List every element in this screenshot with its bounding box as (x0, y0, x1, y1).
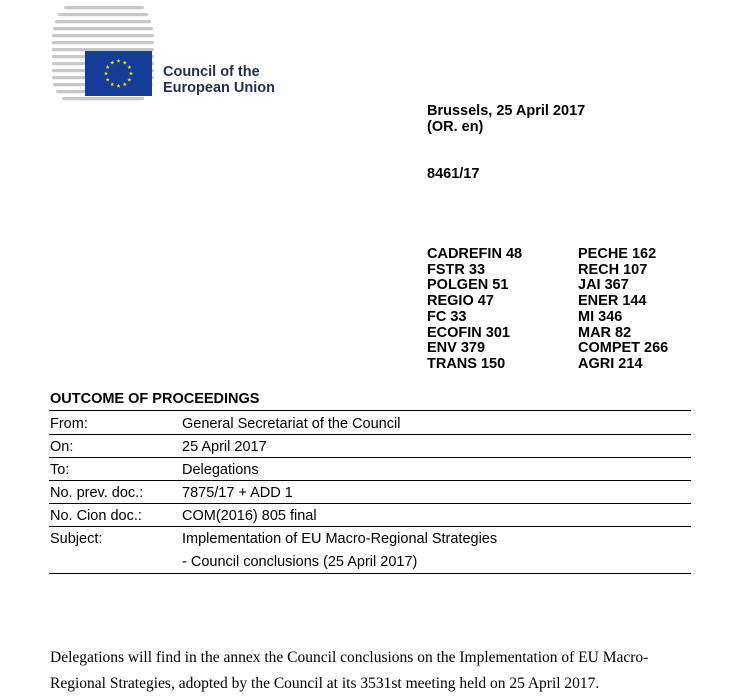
eu-flag (85, 51, 152, 96)
document-code: CADREFIN 48 (427, 246, 523, 262)
row-label: From: (50, 416, 88, 432)
place-date: Brussels, 25 April 2017 (427, 103, 586, 119)
document-code: REGIO 47 (427, 293, 494, 310)
table-row-divider (49, 480, 691, 481)
document-codes-right (578, 247, 668, 373)
table-row-divider (49, 503, 691, 504)
table-row-divider (49, 434, 691, 435)
row-label: To: (50, 462, 70, 478)
document-code: ENV 379 (427, 340, 486, 357)
table-row-divider (49, 526, 691, 527)
document-number: 8461/17 (427, 166, 480, 182)
document-code: POLGEN 51 (427, 277, 509, 294)
document-code: FC 33 (427, 308, 467, 325)
council-logo (52, 6, 156, 102)
council-name-line1: Council of the (163, 64, 260, 80)
document-code: FSTR 33 (427, 261, 486, 278)
document-code: JAI 367 (578, 277, 629, 294)
document-code: MAR 82 (578, 324, 632, 341)
table-top-rule (49, 410, 691, 411)
row-value: General Secretariat of the Council (182, 416, 401, 432)
document-codes-left (427, 247, 522, 373)
row-label: On: (50, 439, 74, 455)
row-label: No. prev. doc.: (50, 485, 144, 501)
document-code: MI 346 (578, 308, 623, 325)
row-value: Implementation of EU Macro-Regional Strategies (182, 531, 498, 547)
document-code: TRANS 150 (427, 355, 506, 372)
document-code: AGRI 214 (578, 355, 643, 372)
council-name (163, 64, 275, 96)
row-label: Subject: (50, 531, 103, 547)
row-value-continued: - Council conclusions (25 April 2017) (182, 554, 418, 570)
row-label: No. Cion doc.: (50, 508, 142, 524)
council-name-line2: European Union (163, 80, 275, 96)
row-value: COM(2016) 805 final (182, 508, 317, 524)
table-row-divider (49, 457, 691, 458)
place-date-block (427, 103, 585, 135)
row-value: 25 April 2017 (182, 439, 267, 455)
document-code: ENER 144 (578, 293, 647, 310)
document-code: COMPET 266 (578, 340, 669, 357)
row-value: 7875/17 + ADD 1 (182, 485, 293, 501)
document-code: ECOFIN 301 (427, 324, 510, 341)
outcome-heading: OUTCOME OF PROCEEDINGS (50, 391, 260, 407)
body-paragraph (50, 645, 690, 697)
table-bottom-rule (49, 573, 691, 574)
body-line: Regional Strategies, adopted by the Council at its 3531st meeting held on 25 April 2017. (50, 675, 600, 692)
row-value: Delegations (182, 462, 259, 478)
body-line: Delegations will find in the annex the Council conclusions on the Implementation of EU Macro- (50, 649, 649, 666)
document-code: RECH 107 (578, 261, 648, 278)
original-language: (OR. en) (427, 119, 484, 135)
document-code: PECHE 162 (578, 246, 657, 262)
